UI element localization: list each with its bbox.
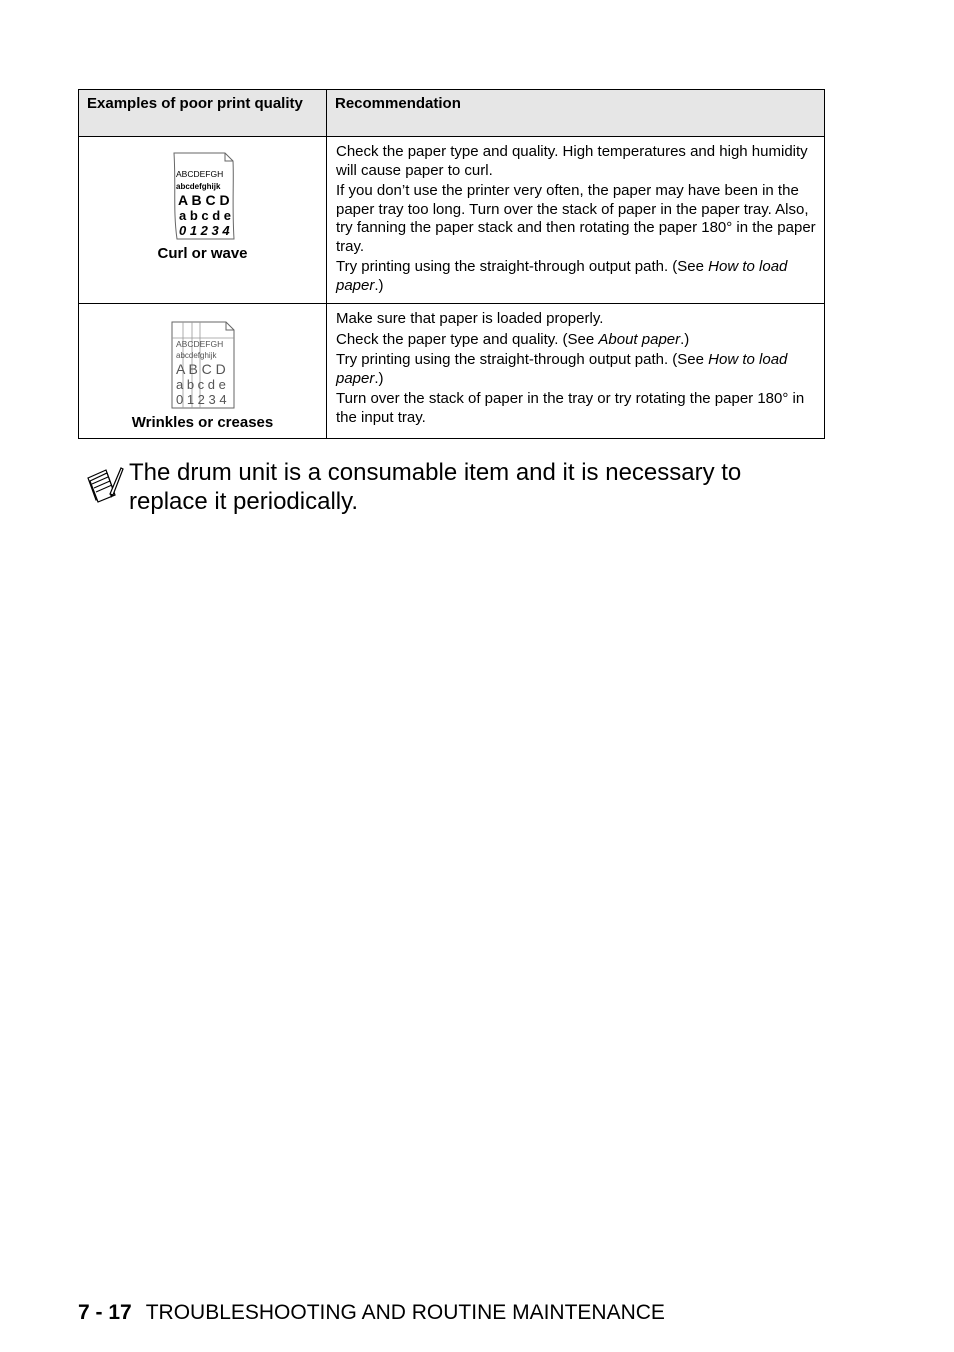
wrinkle-sample-image	[170, 320, 236, 410]
recommendation-cell	[327, 137, 825, 304]
recommendation-line: Try printing using the straight-through output path. (See How to load paper.)	[336, 258, 788, 294]
recommendation-line: Check the paper type and quality. (See About paper.)	[336, 330, 690, 348]
sample-line: a b c d e	[178, 208, 231, 223]
cross-reference-link[interactable]: How to load paper	[336, 258, 788, 294]
chapter-title: TROUBLESHOOTING AND ROUTINE MAINTENANCE	[145, 1301, 665, 1324]
page-number: 7 - 17	[78, 1301, 132, 1324]
recommendation-line: Make sure that paper is loaded properly.	[336, 310, 604, 327]
cross-reference-link[interactable]: About paper	[598, 330, 681, 348]
sample-line: 0 1 2 3 4	[178, 223, 230, 238]
recommendation-line: If you don’t use the printer very often, the paper may have been in the paper tray too long. Turn over the stack of paper in the paper tray. Also, try fanning the paper stack and then rotating the paper 180° in the paper tray.	[336, 182, 816, 255]
curl-sample-image	[171, 151, 235, 241]
table-row	[79, 304, 825, 439]
notepad-pencil-icon	[86, 464, 124, 504]
cross-reference-link[interactable]: How to load paper	[336, 351, 788, 387]
sample-line: ABCDEFGH	[175, 169, 223, 179]
recommendation-line: Check the paper type and quality. High temperatures and high humidity will cause paper to curl.	[336, 143, 808, 179]
example-cell	[79, 304, 327, 439]
recommendation-line: Turn over the stack of paper in the tray or try rotating the paper 180° in the input tray.	[336, 390, 805, 426]
page-footer	[78, 1301, 665, 1325]
example-caption: Curl or wave	[157, 245, 248, 262]
sample-line: 0 1 2 3 4	[175, 392, 227, 407]
example-cell	[79, 137, 327, 304]
print-quality-table	[78, 89, 825, 439]
sample-line: abcdefghijk	[175, 182, 220, 191]
sample-line: a b c d e	[175, 377, 226, 392]
column-header-examples: Examples of poor print quality	[79, 90, 327, 137]
sample-line: A B C D	[175, 361, 226, 377]
sample-line: ABCDEFGH	[175, 339, 223, 349]
example-caption: Wrinkles or creases	[131, 414, 274, 431]
table-header-row	[79, 90, 825, 137]
sample-line: A B C D	[177, 192, 230, 208]
sample-line: abcdefghijk	[175, 351, 216, 360]
column-header-recommendation: Recommendation	[327, 90, 825, 137]
table-row	[79, 137, 825, 304]
note-text: The drum unit is a consumable item and it is necessary to replace it periodically.	[129, 459, 742, 515]
recommendation-line: Try printing using the straight-through output path. (See How to load paper.)	[336, 351, 788, 387]
recommendation-cell	[327, 304, 825, 439]
